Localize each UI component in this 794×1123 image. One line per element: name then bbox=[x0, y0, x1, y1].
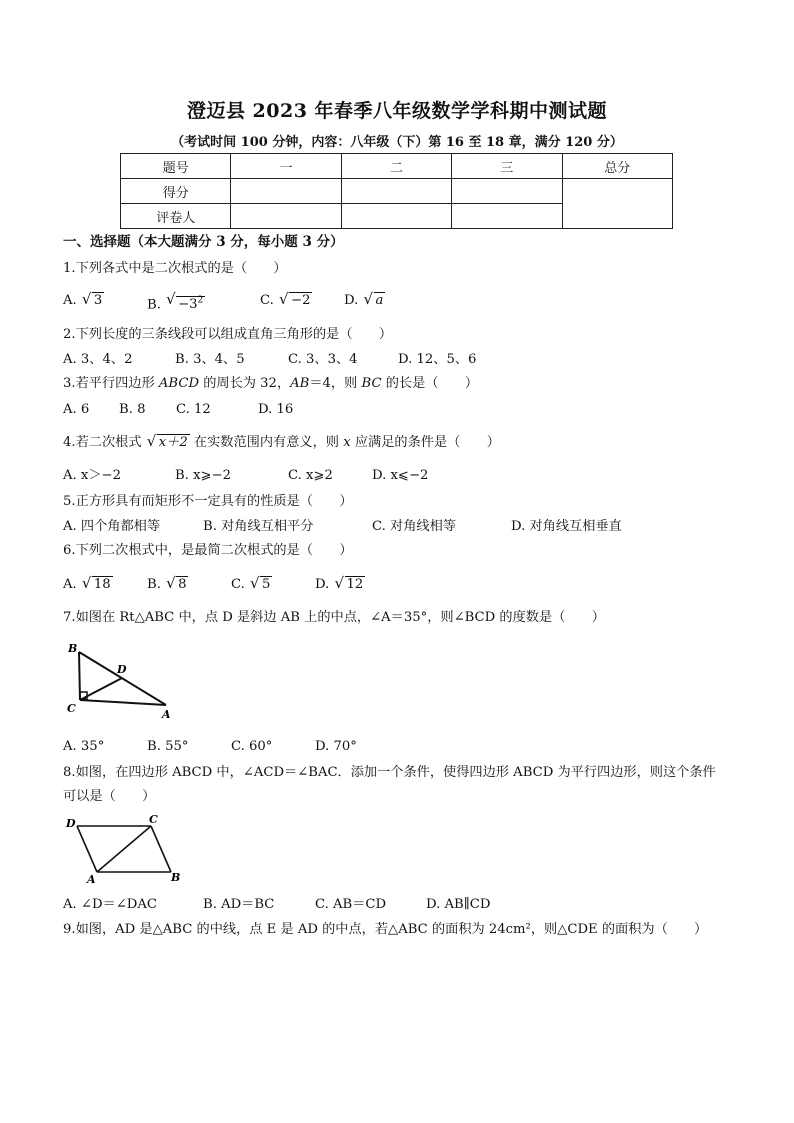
header-cell-part-3: 三 bbox=[452, 154, 562, 179]
q7-triangle-figure bbox=[64, 640, 184, 722]
q8-stem-line-2: 可以是（ ） bbox=[63, 789, 156, 804]
q6-stem: 6.下列二次根式中，是最简二次根式的是（ ） bbox=[63, 543, 353, 558]
q5-stem: 5.正方形具有而矩形不一定具有的性质是（ ） bbox=[63, 494, 353, 509]
q8-segment-da bbox=[77, 826, 97, 872]
q1-option-a: A. √ 3 bbox=[63, 292, 104, 310]
q3-option-c: C. 12 bbox=[176, 402, 211, 417]
section-1-heading: 一、选择题（本大题满分 3 分，每小题 3 分） bbox=[63, 234, 344, 250]
q7-option-a: A. 35° bbox=[63, 739, 105, 754]
q7-option-b: B. 55° bbox=[147, 739, 189, 754]
q2-option-a: A. 3、4、2 bbox=[63, 352, 133, 367]
score-cell bbox=[231, 179, 341, 204]
q8-option-c: C. AB＝CD bbox=[315, 897, 387, 912]
row-label-grader: 评卷人 bbox=[121, 204, 231, 229]
q6-option-a: A. √ 18 bbox=[63, 576, 113, 594]
q1-option-c: C. √ −2 bbox=[260, 292, 312, 310]
q8-segment-ac bbox=[97, 826, 151, 872]
score-cell bbox=[452, 179, 562, 204]
q4-option-b: B. x⩾−2 bbox=[175, 468, 232, 483]
q7-label-b: B bbox=[68, 642, 78, 655]
q7-segment-ca bbox=[80, 700, 166, 705]
q1-option-d: D. √ a bbox=[344, 292, 385, 310]
grader-cell bbox=[231, 204, 341, 229]
q9-stem: 9.如图，AD 是△ABC 的中线，点 E 是 AD 的中点，若△ABC 的面积为 24cm²，则△CDE 的面积为（ ） bbox=[63, 922, 708, 937]
q3-stem: 3.若平行四边形 ABCD 的周长为 32，AB＝4，则 BC 的长是（ ） bbox=[63, 376, 479, 391]
q8-option-d: D. AB∥CD bbox=[426, 897, 491, 912]
exam-title: 澄迈县 2023 年春季八年级数学学科期中测试题 bbox=[186, 100, 608, 122]
q8-label-a: A bbox=[87, 873, 96, 886]
q8-label-d: D bbox=[66, 817, 76, 830]
score-table-header-row bbox=[121, 154, 673, 179]
header-cell-question-no: 题号 bbox=[121, 154, 231, 179]
q1-stem: 1.下列各式中是二次根式的是（ ） bbox=[63, 261, 287, 276]
q5-option-a: A. 四个角都相等 bbox=[63, 519, 161, 534]
q7-stem: 7.如图在 Rt△ABC 中，点 D 是斜边 AB 上的中点，∠A＝35°，则∠BCD 的度数是（ ） bbox=[63, 610, 605, 625]
q2-option-c: C. 3、3、4 bbox=[288, 352, 358, 367]
q8-stem-line-1: 8.如图，在四边形 ABCD 中，∠ACD＝∠BAC．添加一个条件，使得四边形 ABCD 为平行四边形，则这个条件 bbox=[63, 765, 716, 780]
q4-stem: 4.若二次根式 √ x＋2 在实数范围内有意义，则 x 应满足的条件是（ ） bbox=[63, 434, 500, 452]
q7-label-c: C bbox=[67, 702, 76, 715]
q4-option-d: D. x⩽−2 bbox=[372, 468, 429, 483]
q7-label-d: D bbox=[117, 663, 127, 676]
score-cell bbox=[341, 179, 451, 204]
q5-option-c: C. 对角线相等 bbox=[372, 519, 456, 534]
q4-option-c: C. x⩾2 bbox=[288, 468, 333, 483]
q6-option-d: D. √ 12 bbox=[315, 576, 365, 594]
q3-option-d: D. 16 bbox=[258, 402, 294, 417]
q8-label-b: B bbox=[171, 871, 181, 884]
q8-option-b: B. AD＝BC bbox=[203, 897, 275, 912]
header-cell-part-2: 二 bbox=[341, 154, 451, 179]
q8-option-a: A. ∠D＝∠DAC bbox=[63, 897, 157, 912]
q7-option-c: C. 60° bbox=[231, 739, 273, 754]
header-cell-total: 总分 bbox=[562, 154, 672, 179]
q5-option-b: B. 对角线互相平分 bbox=[203, 519, 314, 534]
q3-option-b: B. 8 bbox=[119, 402, 146, 417]
q3-option-a: A. 6 bbox=[63, 402, 90, 417]
q2-option-d: D. 12、5、6 bbox=[398, 352, 477, 367]
total-score-cell bbox=[562, 179, 672, 229]
q8-label-c: C bbox=[149, 815, 158, 826]
row-label-score: 得分 bbox=[121, 179, 231, 204]
grader-cell bbox=[341, 204, 451, 229]
score-row bbox=[121, 179, 673, 204]
q2-option-b: B. 3、4、5 bbox=[175, 352, 245, 367]
q8-segment-cb bbox=[151, 826, 171, 872]
score-table bbox=[120, 153, 673, 229]
q7-option-d: D. 70° bbox=[315, 739, 357, 754]
grader-cell bbox=[452, 204, 562, 229]
q2-stem: 2.下列长度的三条线段可以组成直角三角形的是（ ） bbox=[63, 327, 393, 342]
q8-parallelogram-figure bbox=[63, 815, 185, 887]
q5-option-d: D. 对角线互相垂直 bbox=[511, 519, 622, 534]
q4-option-a: A. x＞−2 bbox=[63, 468, 121, 483]
q1-option-b: B. √ $-3^2$ bbox=[147, 292, 205, 314]
q6-option-b: B. √ 8 bbox=[147, 576, 188, 594]
exam-subtitle: （考试时间 100 分钟，内容：八年级（下）第 16 至 18 章，满分 120 分） bbox=[171, 135, 623, 150]
q7-label-a: A bbox=[162, 708, 171, 721]
header-cell-part-1: 一 bbox=[231, 154, 341, 179]
q6-option-c: C. √ 5 bbox=[231, 576, 272, 594]
q7-segment-ab bbox=[79, 652, 166, 705]
